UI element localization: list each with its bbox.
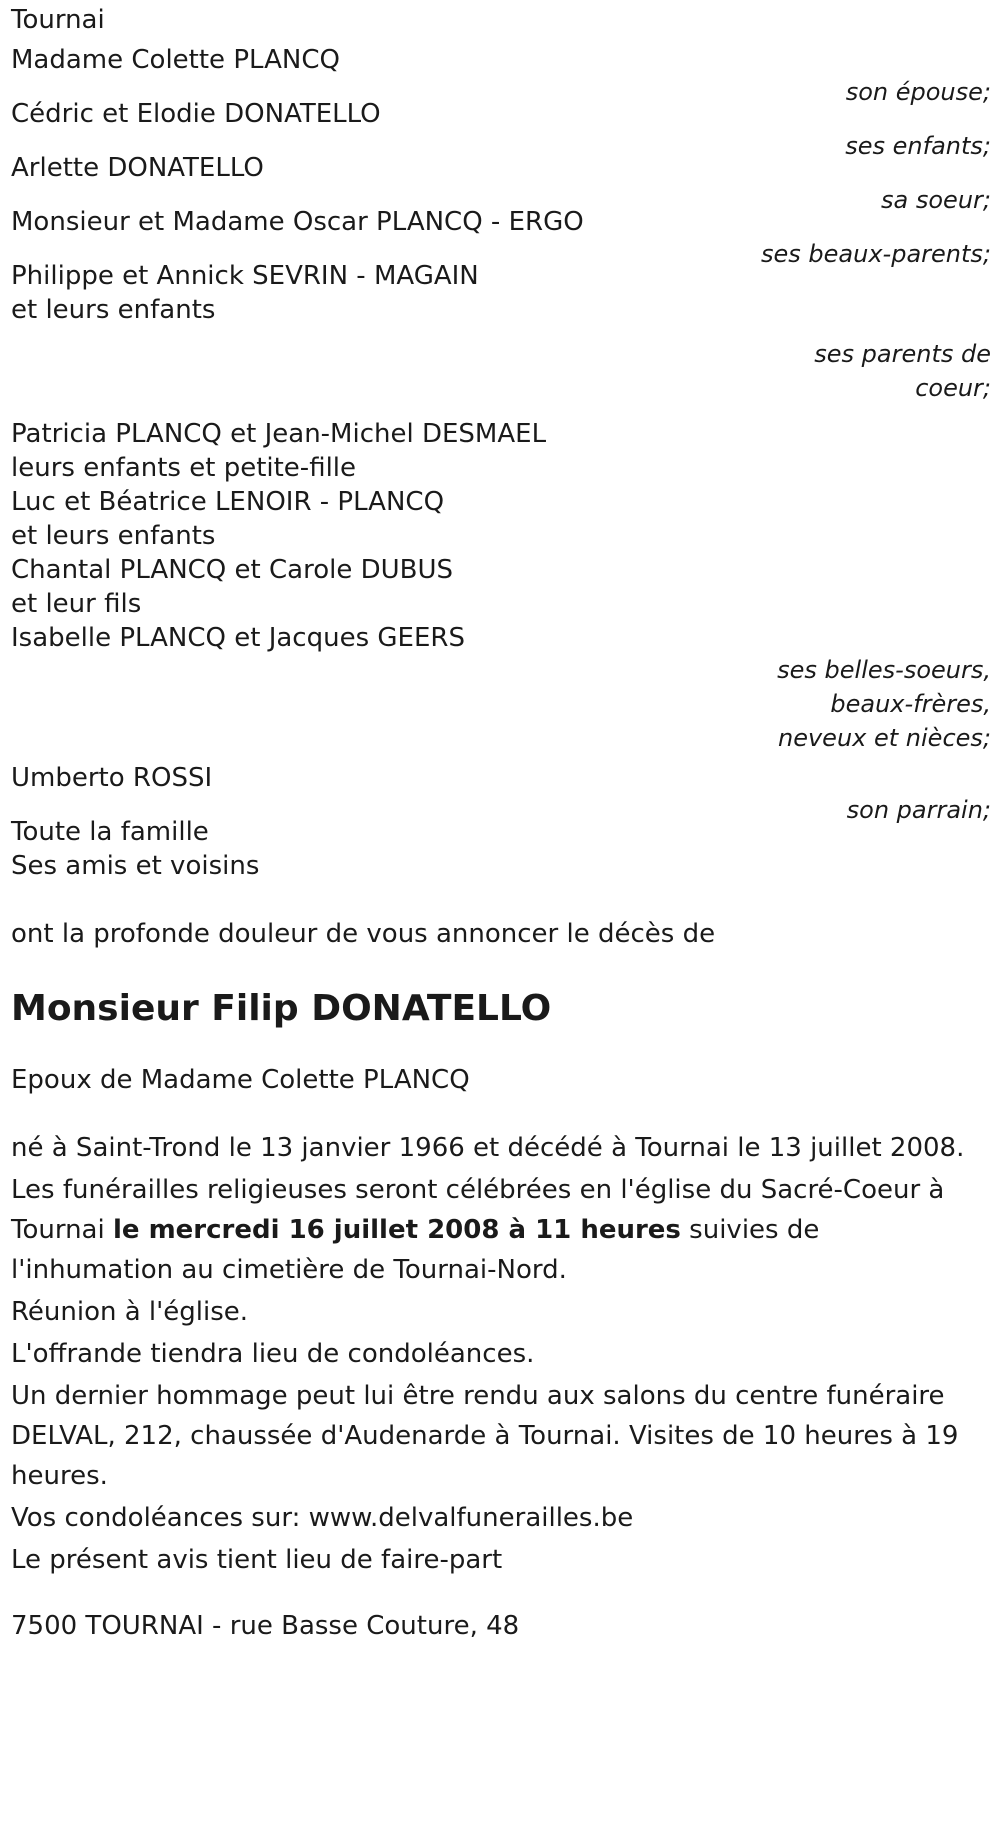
family-member-line: leurs enfants et petite-fille bbox=[11, 453, 357, 483]
relationship-label: sa soeur; bbox=[881, 186, 991, 214]
family-group-siblings-in-law bbox=[11, 414, 991, 758]
relationship-label: ses enfants; bbox=[845, 132, 991, 160]
condolences-line: Vos condoléances sur: www.delvalfunerailles.be bbox=[11, 1503, 634, 1533]
homage-paragraph: Un dernier hommage peut lui être rendu aux salons du centre funéraire DELVAL, 212, chaussée d'Audenarde à Tournai. Visites de 10 heures à 19 heures. bbox=[11, 1381, 959, 1491]
address-line: 7500 TOURNAI - rue Basse Couture, 48 bbox=[11, 1611, 520, 1641]
family-member-line: Umberto ROSSI bbox=[11, 763, 213, 793]
family-member-line: Arlette DONATELLO bbox=[11, 153, 264, 183]
spouse-line: Epoux de Madame Colette PLANCQ bbox=[11, 1065, 470, 1095]
family-member-line: Monsieur et Madame Oscar PLANCQ - ERGO bbox=[11, 207, 584, 237]
relationship-label: ses beaux-parents; bbox=[761, 240, 991, 268]
relationship-label: son parrain; bbox=[846, 796, 991, 824]
announcement-text: ont la profonde douleur de vous annoncer le décès de bbox=[11, 919, 716, 949]
relationship-label: ses belles-soeurs, bbox=[777, 656, 991, 684]
family-member-line: Philippe et Annick SEVRIN - MAGAIN bbox=[11, 261, 479, 291]
family-member-line: Cédric et Elodie DONATELLO bbox=[11, 99, 381, 129]
funeral-text-after: suivies de l'inhumation au cimetière de Tournai-Nord. bbox=[11, 1215, 820, 1285]
notice-line: Le présent avis tient lieu de faire-part bbox=[11, 1545, 503, 1575]
meeting-line: Réunion à l'église. bbox=[11, 1297, 249, 1327]
relationship-label: son épouse; bbox=[845, 78, 991, 106]
relationship-label: ses parents de bbox=[814, 340, 991, 368]
family-member-line: et leurs enfants bbox=[11, 521, 216, 551]
family-member-line: Toute la famille bbox=[11, 817, 209, 847]
funeral-date-time: le mercredi 16 juillet 2008 à 11 heures bbox=[112, 1215, 681, 1245]
family-member-line: Patricia PLANCQ et Jean-Michel DESMAEL bbox=[11, 419, 547, 449]
relationship-label: neveux et nièces; bbox=[778, 724, 991, 752]
family-group-others bbox=[11, 812, 991, 886]
family-member-line: Chantal PLANCQ et Carole DUBUS bbox=[11, 555, 454, 585]
deceased-name: Monsieur Filip DONATELLO bbox=[11, 988, 552, 1029]
relationship-label: coeur; bbox=[915, 374, 991, 402]
family-member-line: Isabelle PLANCQ et Jacques GEERS bbox=[11, 623, 465, 653]
city-line: Tournai bbox=[11, 5, 105, 35]
relationship-label: beaux-frères, bbox=[830, 690, 991, 718]
funeral-text-before: Les funérailles religieuses seront célébrées en l'église du Sacré-Coeur à Tournai bbox=[11, 1175, 945, 1245]
obituary-notice bbox=[11, 0, 991, 1646]
family-group-godparents bbox=[11, 256, 991, 408]
funeral-paragraph bbox=[11, 1170, 986, 1290]
family-member-line: Ses amis et voisins bbox=[11, 851, 260, 881]
family-member-line: Madame Colette PLANCQ bbox=[11, 45, 340, 75]
family-member-line: Luc et Béatrice LENOIR - PLANCQ bbox=[11, 487, 445, 517]
family-member-line: et leurs enfants bbox=[11, 295, 216, 325]
offering-line: L'offrande tiendra lieu de condoléances. bbox=[11, 1339, 535, 1369]
birth-death-line: né à Saint-Trond le 13 janvier 1966 et décédé à Tournai le 13 juillet 2008. bbox=[11, 1133, 965, 1163]
family-member-line: et leur fils bbox=[11, 589, 142, 619]
